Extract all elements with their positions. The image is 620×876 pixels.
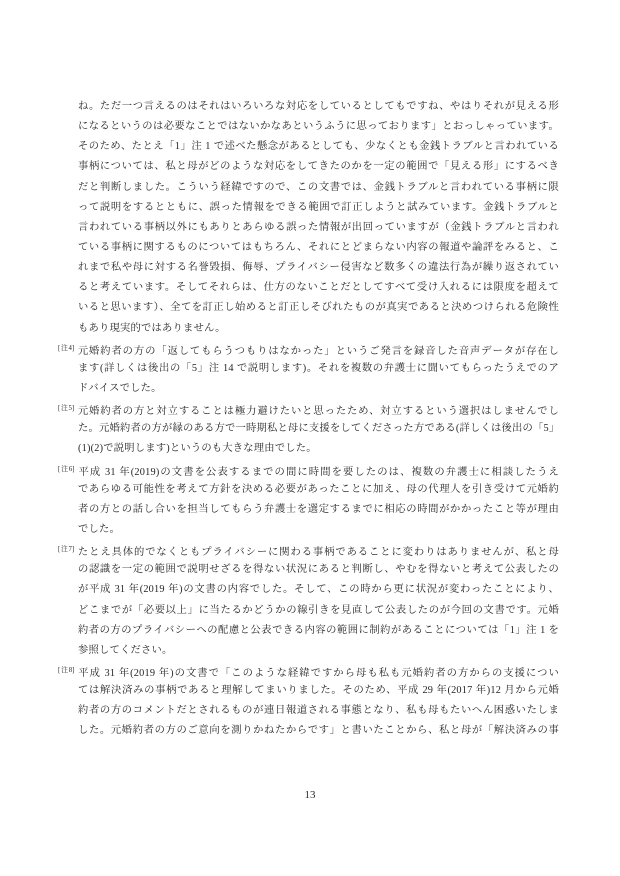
footnote-line xyxy=(58,339,559,359)
body-text-line: 事柄については、私と母がどのような対応をしてきたのかを一定の範囲で「見える形」にするべき xyxy=(78,161,559,173)
footnote-line: であらゆる可能性を考えて方針を決める必要があったことに加え、母の代理人を引き受けて元婚約 xyxy=(78,483,559,495)
footnote-line: 者の方との話し合いを担当してもらう弁護士を選定するまでに相応の時間がかかったこと等が理由 xyxy=(78,503,559,515)
page-number: 13 xyxy=(304,789,316,801)
body-text-line: もあり現実的ではありません。 xyxy=(78,322,226,334)
footnote-marker: [注6] xyxy=(58,465,75,473)
body-text-line: ると考えています。そしてそれらは、仕方のないことだとしてすべて受け入れるには限度を超えて xyxy=(78,282,559,294)
footnote-line xyxy=(58,399,559,419)
footnote-line xyxy=(58,540,559,560)
body-text-line: そのため、たとえ「1」注 1 で述べた懸念があるとしても、少なくとも金銭トラブルと言われている xyxy=(78,141,559,153)
footnote-text: 平成 31 年(2019)の文書を公表するまでの間に時間を要したのは、複数の弁護士に相談したうえ xyxy=(77,466,559,478)
footnote-line: の認識を一定の範囲で説明せざるを得ない状況にあると判断し、やむを得ないと考えて公表したの xyxy=(78,564,559,576)
body-text-line: ね。ただ一つ言えるのはそれはいろいろな対応をしているとしてもですね、やはりそれが見える形 xyxy=(78,101,559,112)
body-text-line: 言われている事柄以外にもありとあらゆる誤った情報が出回っていますが（金銭トラブルと言われ xyxy=(78,221,559,233)
footnote-marker: [注4] xyxy=(58,344,75,352)
footnote-marker: [注7] xyxy=(58,546,75,554)
footnote-line: が平成 31 年(2019 年)の文書の内容でした。そして、この時から更に状況が変わったことにより、 xyxy=(78,584,559,596)
footnote-text: 元婚約者の方と対立することは極力避けたいと思ったため、対立するという選択はしませんでし xyxy=(77,406,559,418)
body-text-line: って説明をするとともに、誤った情報をできる範囲で訂正しようと試みています。金銭トラブルと xyxy=(78,201,559,213)
body-text-line: いると思います）、全てを訂正し始めると訂正しそびれたものが真実であると決めつけられる危険性 xyxy=(78,302,559,314)
body-text-line: だと判断しました。こういう経緯ですので、この文書では、金銭トラブルと言われている事柄に限 xyxy=(78,181,559,193)
body-text-line: ている事柄に関するものについてはもちろん、それにとどまらない内容の報道や論評をみると、こ xyxy=(78,241,559,253)
footnote-line: ます(詳しくは後出の「5」注 14 で説明します)。それを複数の弁護士に聞いてもらったうえでのア xyxy=(78,362,559,374)
footnote-marker: [注5] xyxy=(58,405,75,413)
footnote-text: たとえ具体的でなくともプライバシーに関わる事柄であることに変わりはありませんが、私と母 xyxy=(77,547,559,559)
footnote-line: した。元婚約者の方のご意向を測りかねたからです」と書いたことから、私と母が「解決済みの事 xyxy=(78,725,559,737)
footnote-line xyxy=(58,661,559,681)
footnote-line: 参照してください。 xyxy=(78,644,173,656)
body-text-line: になるというのは必要なことではないかなあというふうに思っております」とおっしゃっています。 xyxy=(78,121,559,133)
footnote-text: 元婚約者の方の「返してもらうつもりはなかった」というご発言を録音した音声データが存在し xyxy=(77,345,559,357)
footnote-line: (1)(2)で説明します)というのも大きな理由でした。 xyxy=(78,443,317,455)
footnote-line: ドバイスでした。 xyxy=(78,382,162,394)
footnote-line xyxy=(58,460,559,480)
footnote-line: 約者の方のコメントだとされるものが連日報道される事態となり、私も母もたいへん困惑いたしま xyxy=(78,705,559,717)
footnote-line: 約者の方のプライバシーへの配慮と公表できる内容の範囲に制約があることについては「1」注 1 を xyxy=(78,624,559,636)
footnote-line: どこまでが「必要以上」に当たるかどうかの線引きを見直して公表したのが今回の文書です。元婚 xyxy=(78,604,559,616)
footnote-line: でした。 xyxy=(78,523,120,535)
document-text-block xyxy=(58,97,559,742)
body-text-line: れまで私や母に対する名誉毀損、侮辱、プライバシー侵害など数多くの違法行為が繰り返されてい xyxy=(78,262,559,274)
footnote-line: ては解決済みの事柄であると理解してまいりました。そのため、平成 29 年(2017 年)12 月から元婚 xyxy=(78,685,559,697)
footnote-text: 平成 31 年(2019 年)の文書で「このような経緯ですから母も私も元婚約者の方からの支援につい xyxy=(77,667,559,679)
footnote-marker: [注8] xyxy=(58,666,75,674)
footnote-line: た。元婚約者の方が縁のある方で一時期私と母に支援をしてくださった方である(詳しくは後出の「5」 xyxy=(78,423,559,435)
